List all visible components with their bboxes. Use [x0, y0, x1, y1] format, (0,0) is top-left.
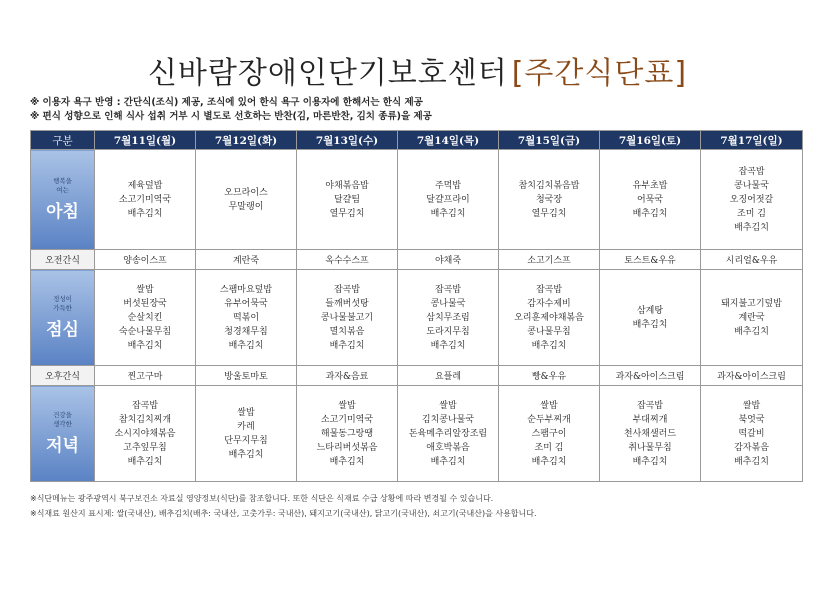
snack-cell: 방울토마토: [196, 366, 297, 386]
meal-caption: 가득한: [53, 304, 72, 312]
day-header: 7월15일(금): [499, 131, 600, 150]
menu-item: 배추김치: [329, 456, 365, 467]
menu-cell: [196, 386, 297, 482]
menu-cell: [600, 270, 701, 366]
menu-cell: [297, 386, 398, 482]
menu-item: 잡곡밥: [434, 284, 462, 295]
center-name: 신바람장애인단기보호센터: [147, 56, 508, 91]
menu-item: 떡갈비: [738, 428, 765, 439]
meal-caption: 건강을: [53, 411, 72, 419]
meal-caption: 생각한: [53, 420, 72, 428]
menu-cell: [196, 270, 297, 366]
menu-cell: [95, 150, 196, 250]
menu-item: 쌀밥: [237, 407, 255, 418]
menu-item: 오징어젓갈: [729, 194, 774, 205]
menu-item: 잡곡밥: [636, 400, 664, 411]
meal-label-dinner: [31, 386, 95, 482]
day-header: 7월11일(월): [95, 131, 196, 150]
day-header: 7월13일(수): [297, 131, 398, 150]
menu-item: 열무김치: [531, 208, 567, 219]
menu-item: 달걀프라이: [426, 194, 470, 205]
menu-item: 쌀밥: [742, 400, 761, 411]
menu-item: 열무김치: [329, 208, 365, 219]
snack-cell: 빵&우유: [499, 366, 600, 386]
menu-item: 조미 김: [737, 208, 766, 219]
snack-cell: 소고기스프: [499, 250, 600, 270]
menu-item: 콩나물국: [734, 180, 769, 191]
menu-item: 잡곡밥: [333, 284, 361, 295]
menu-cell: [398, 150, 499, 250]
menu-item: 유부초밥: [632, 180, 668, 191]
snack-label-morning: 오전간식: [31, 250, 95, 270]
day-header: 7월17일(일): [701, 131, 803, 150]
menu-item: 배추김치: [734, 326, 769, 337]
menu-item: 배추김치: [632, 208, 668, 219]
menu-cell: [398, 270, 499, 366]
day-header: 7월12일(화): [196, 131, 297, 150]
day-header: 7월16일(토): [600, 131, 701, 150]
menu-item: 순두부찌개: [527, 414, 571, 425]
menu-item: 배추김치: [734, 222, 769, 233]
snack-cell: 계란죽: [196, 250, 297, 270]
menu-item: 쌀밥: [338, 400, 356, 411]
snack-cell: 과자&아이스크림: [600, 366, 701, 386]
menu-item: 오리훈제야채볶음: [514, 312, 584, 323]
menu-item: 느타리버섯볶음: [316, 442, 378, 453]
menu-item: 쌀밥: [540, 400, 558, 411]
menu-item: 배추김치: [531, 456, 567, 467]
menu-item: 배추김치: [127, 340, 163, 351]
snack-cell: 시리얼&우유: [701, 250, 803, 270]
meal-title: 점심: [46, 320, 79, 340]
menu-item: 북엇국: [738, 414, 765, 425]
menu-cell: [297, 150, 398, 250]
menu-item: 애호박볶음: [426, 442, 470, 453]
menu-item: 쌀밥: [439, 400, 457, 411]
menu-item: 쌀밥: [136, 284, 154, 295]
menu-item: 유부어묵국: [224, 298, 268, 309]
menu-item: 청국장: [535, 194, 563, 205]
menu-item: 카레: [237, 421, 255, 432]
menu-item: 삼계탕: [636, 305, 664, 316]
meal-caption: 행복을: [53, 177, 72, 185]
menu-item: 배추김치: [632, 456, 668, 467]
weekly-menu-table: [30, 130, 803, 482]
menu-cell: [600, 386, 701, 482]
menu-item: 고추잎무침: [123, 442, 167, 453]
menu-item: 단무지무침: [224, 435, 268, 446]
menu-item: 스팸구이: [531, 428, 567, 439]
menu-cell: [297, 270, 398, 366]
menu-item: 잡곡밥: [535, 284, 563, 295]
menu-item: 돼지불고기덮밥: [721, 298, 782, 309]
menu-item: 멸치볶음: [329, 326, 365, 337]
menu-item: 천사채샐러드: [623, 428, 677, 439]
header-row: [31, 131, 803, 150]
meal-label-lunch: [31, 270, 95, 366]
menu-item: 김치콩나물국: [421, 414, 475, 425]
snack-cell: 요플레: [398, 366, 499, 386]
menu-item: 감자볶음: [734, 442, 769, 453]
menu-item: 배추김치: [127, 208, 163, 219]
menu-item: 들깨버섯탕: [325, 298, 369, 309]
menu-cell: [398, 386, 499, 482]
menu-item: 버섯된장국: [123, 298, 167, 309]
meal-title: 아침: [46, 202, 79, 222]
menu-cell: [701, 270, 803, 366]
menu-item: 떡볶이: [232, 312, 260, 323]
snack-cell: 과자&음료: [297, 366, 398, 386]
menu-cell: [499, 386, 600, 482]
menu-item: 돈육메추리알장조림: [408, 428, 488, 439]
meal-caption: 여는: [56, 186, 69, 194]
meal-label-breakfast: [31, 150, 95, 250]
menu-item: 달걀팀: [333, 194, 361, 205]
menu-item: 야채볶음밥: [325, 180, 369, 191]
am-snack-row: [31, 250, 803, 270]
menu-item: 잡곡밥: [738, 166, 765, 177]
menu-item: 숙순나물무침: [118, 326, 172, 337]
snack-cell: 양송이스프: [95, 250, 196, 270]
day-header: 7월14일(목): [398, 131, 499, 150]
menu-item: 배추김치: [127, 456, 163, 467]
menu-item: 참치김치볶음밥: [518, 180, 580, 191]
menu-item: 스팸마요덮밥: [219, 284, 273, 295]
menu-item: 배추김치: [531, 340, 567, 351]
menu-item: 소고기미역국: [118, 194, 172, 205]
menu-item: 해물동그랑땡: [320, 428, 374, 439]
snack-cell: 찐고구마: [95, 366, 196, 386]
menu-item: 무말랭이: [228, 201, 264, 212]
menu-cell: [95, 270, 196, 366]
menu-item: 잡곡밥: [131, 400, 159, 411]
menu-item: 취나물무침: [628, 442, 672, 453]
menu-item: 참치김치찌개: [118, 414, 172, 425]
snack-label-afternoon: 오후간식: [31, 366, 95, 386]
menu-item: 감자수제비: [527, 298, 571, 309]
footer-line: ※식재료 원산지 표시제: 쌀(국내산), 배추김치(배추: 국내산, 고춧가루: 국내산), 돼지고기(국내산), 닭고기(국내산), 쇠고기(국내산)을 사용합니다.: [30, 509, 537, 518]
menu-item: 조미 김: [534, 442, 564, 453]
note-line: ※ 편식 성향으로 인해 식사 섭취 거부 시 별도로 선호하는 반찬(김, 마른반찬, 김치 종류)을 제공: [30, 111, 432, 122]
menu-item: 소시지야채볶음: [114, 428, 176, 439]
menu-item: 배추김치: [430, 208, 466, 219]
menu-item: 배추김치: [734, 456, 769, 467]
footer-line: ※식단메뉴는 광주광역시 북구보건소 자료실 영양정보(식단)를 참조합니다. 또한 식단은 식재료 수급 상황에 따라 변경될 수 있습니다.: [30, 494, 494, 503]
menu-item: 소고기미역국: [320, 414, 374, 425]
menu-item: 콩나물무침: [527, 326, 571, 337]
footer-notes: [30, 491, 537, 521]
menu-item: 배추김치: [228, 340, 264, 351]
menu-item: 부대찌개: [632, 414, 668, 425]
dinner-row: [31, 386, 803, 482]
snack-cell: 과자&아이스크림: [701, 366, 803, 386]
menu-cell: [701, 386, 803, 482]
menu-item: 배추김치: [228, 449, 264, 460]
menu-item: 배추김치: [632, 319, 668, 330]
pm-snack-row: [31, 366, 803, 386]
menu-cell: [499, 150, 600, 250]
snack-cell: 옥수수스프: [297, 250, 398, 270]
menu-item: 어묵국: [636, 194, 664, 205]
menu-cell: [701, 150, 803, 250]
menu-cell: [95, 386, 196, 482]
menu-item: 콩나물불고기: [320, 312, 374, 323]
menu-cell: [196, 150, 297, 250]
header-corner: 구분: [31, 131, 95, 150]
menu-cell: [499, 270, 600, 366]
notes: [30, 96, 432, 124]
lunch-row: [31, 270, 803, 366]
menu-item: 배추김치: [430, 456, 466, 467]
menu-item: 순살치킨: [127, 312, 163, 323]
menu-item: 도라지무침: [426, 326, 470, 337]
menu-item: 제육덮밥: [127, 180, 163, 191]
snack-cell: 야채죽: [398, 250, 499, 270]
menu-item: 오므라이스: [224, 187, 268, 198]
page-title: [0, 48, 835, 92]
menu-item: 배추김치: [329, 340, 365, 351]
menu-item: 주먹밥: [434, 180, 462, 191]
title-weekly-menu: [주간식단표]: [511, 56, 688, 91]
menu-item: 계란국: [738, 312, 765, 323]
menu-item: 삼치무조림: [426, 312, 470, 323]
menu-item: 청경채무침: [224, 326, 268, 337]
snack-cell: 토스트&우유: [600, 250, 701, 270]
menu-item: 배추김치: [430, 340, 466, 351]
breakfast-row: [31, 150, 803, 250]
meal-title: 저녁: [46, 436, 79, 456]
menu-item: 콩나물국: [430, 298, 466, 309]
meal-caption: 정성이: [53, 295, 72, 303]
note-line: ※ 이용자 욕구 반영 : 간단식(조식) 제공, 조식에 있어 한식 욕구 이용자에 한해서는 한식 제공: [30, 97, 423, 108]
menu-cell: [600, 150, 701, 250]
